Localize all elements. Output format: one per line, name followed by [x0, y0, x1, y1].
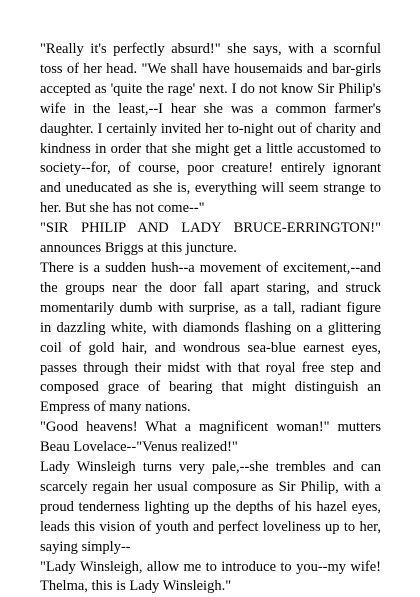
- document-page: [40, 40, 381, 597]
- paragraph-6: "Lady Winsleigh, allow me to introduce to you--my wife! Thelma, this is Lady Winsleigh.": [40, 558, 381, 595]
- paragraph-3: There is a sudden hush--a movement of excitement,--and the groups near the door fall apart staring, and struck momentarily dumb with surprise, as a tall, radiant figure in dazzling white, with diamonds flashing on a glittering coil of gold hair, and wondrous sea-blue earnest eyes, passes through their midst with that royal free step and composed grace of bearing that might distinguish an Empress of many nations.: [40, 259, 381, 416]
- paragraph-4: "Good heavens! What a magnificent woman!" mutters Beau Lovelace--"Venus realized!": [40, 419, 381, 456]
- paragraph-1: "Really it's perfectly absurd!" she says, with a scornful toss of her head. "We shall have housemaids and bar-girls accepted as 'quite the rage' next. I do not know Sir Philip's wife in the least,--I hear she was a common farmer's daughter. I certainly invited her to-night out of charity and kindness in order that she might get a little accustomed to society--for, of course, poor creature! entirely ignorant and uneducated as she is, everything will seem strange to her. But she has not come--": [40, 41, 381, 217]
- paragraph-5: Lady Winsleigh turns very pale,--she trembles and can scarcely regain her usual composure as Sir Philip, with a proud tenderness lighting up the depths of his hazel eyes, leads this vision of youth and perfect loveliness up to her, saying simply--: [40, 459, 381, 555]
- paragraph-2: "SIR PHILIP AND LADY BRUCE-ERRINGTON!" announces Briggs at this juncture.: [40, 220, 381, 257]
